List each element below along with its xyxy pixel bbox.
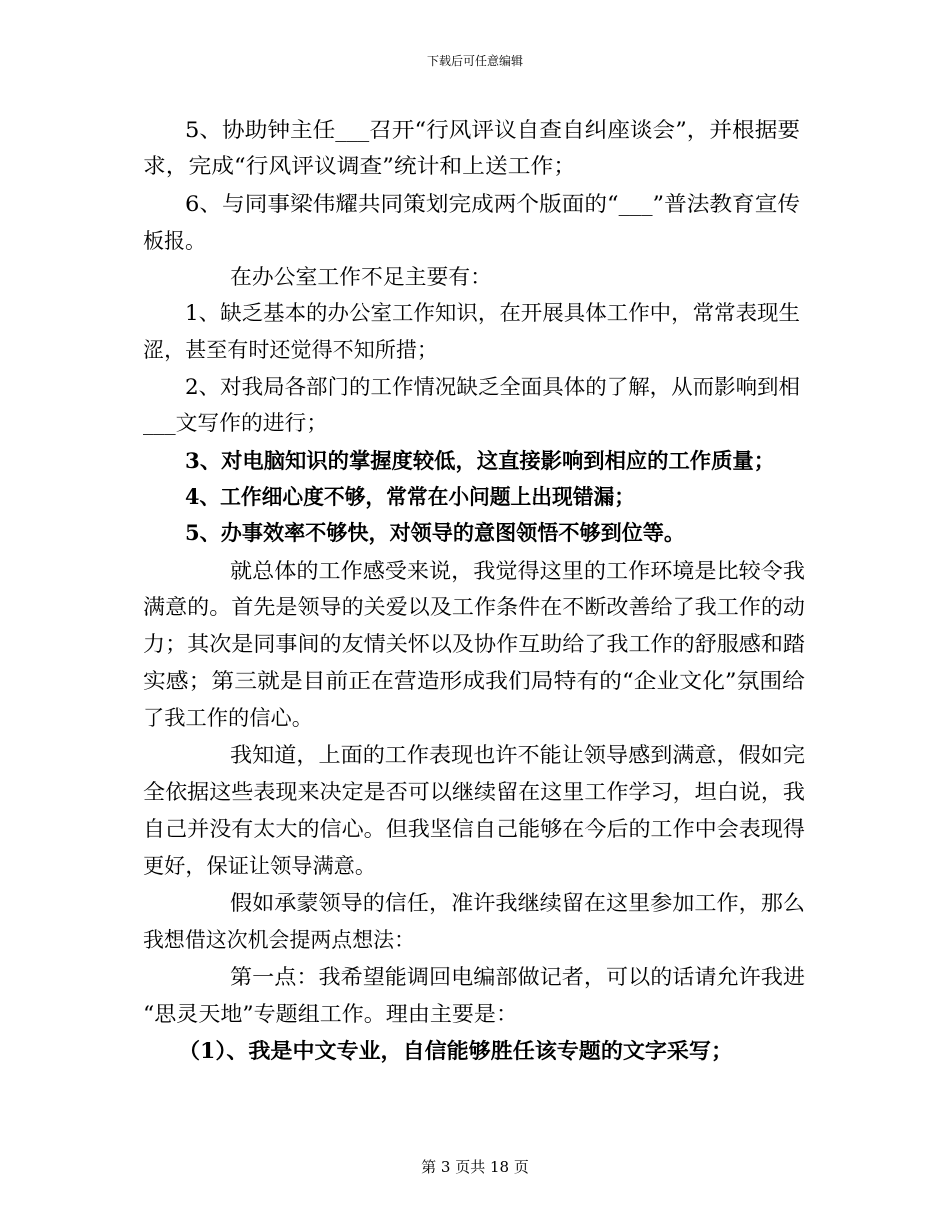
text-line: 在办公室工作不足主要有： [230,265,492,289]
text-line: 全依据这些表现来决定是否可以继续留在这里工作学习，坦白说，我 [143,780,805,804]
text-line: 涩，甚至有时还觉得不知所措； [143,338,438,362]
text-line: 第一点：我希望能调回电编部做记者，可以的话请允许我进 [230,965,805,989]
text-line: 1、缺乏基本的办公室工作知识，在开展具体工作中，常常表现生 [185,301,800,325]
text-line: 6、与同事梁伟耀共同策划完成两个版面的“___”普法教育宣传 [185,192,801,216]
text-line: 我想借这次机会提两点想法： [143,928,415,952]
text-line: 了我工作的信心。 [143,706,313,730]
text-line: 板报。 [143,229,206,253]
text-line: （1）、我是中文专业，自信能够胜任该专题的文字采写； [178,1038,733,1063]
text-line: 我知道，上面的工作表现也许不能让领导感到满意，假如完 [230,743,805,767]
text-line: 更好，保证让领导满意。 [143,854,376,878]
page-footer: 第 3 页共 18 页 [421,1158,529,1176]
text-line: ___文写作的进行； [143,411,328,435]
text-line: 满意的。首先是领导的关爱以及工作条件在不断改善给了我工作的动 [143,595,805,619]
text-line: 3、对电脑知识的掌握度较低，这直接影响到相应的工作质量； [185,448,775,473]
text-line: 假如承蒙领导的信任，准许我继续留在这里参加工作，那么 [230,891,805,915]
text-line: 4、工作细心度不够，常常在小问题上出现错漏； [185,484,635,509]
page-header: 下载后可任意编辑 [426,54,523,68]
text-line: 自己并没有太大的信心。但我坚信自己能够在今后的工作中会表现得 [143,817,805,841]
text-line: 5、协助钟主任___召开“行风评议自查自纠座谈会”，并根据要 [185,118,801,142]
text-line: 2、对我局各部门的工作情况缺乏全面具体的了解，从而影响到相 [185,375,800,399]
text-line: 求，完成“行风评议调查”统计和上送工作； [143,154,576,178]
text-line: 就总体的工作感受来说，我觉得这里的工作环境是比较令我 [230,559,805,583]
text-line: 实感；第三就是目前正在营造形成我们局特有的“企业文化”氛围给 [143,669,805,693]
text-line: 力；其次是同事间的友情关怀以及协作互助给了我工作的舒服感和踏 [143,632,805,656]
text-line: 5、办事效率不够快，对领导的意图领悟不够到位等。 [185,520,685,545]
text-line: “思灵天地”专题组工作。理由主要是： [143,1002,518,1026]
